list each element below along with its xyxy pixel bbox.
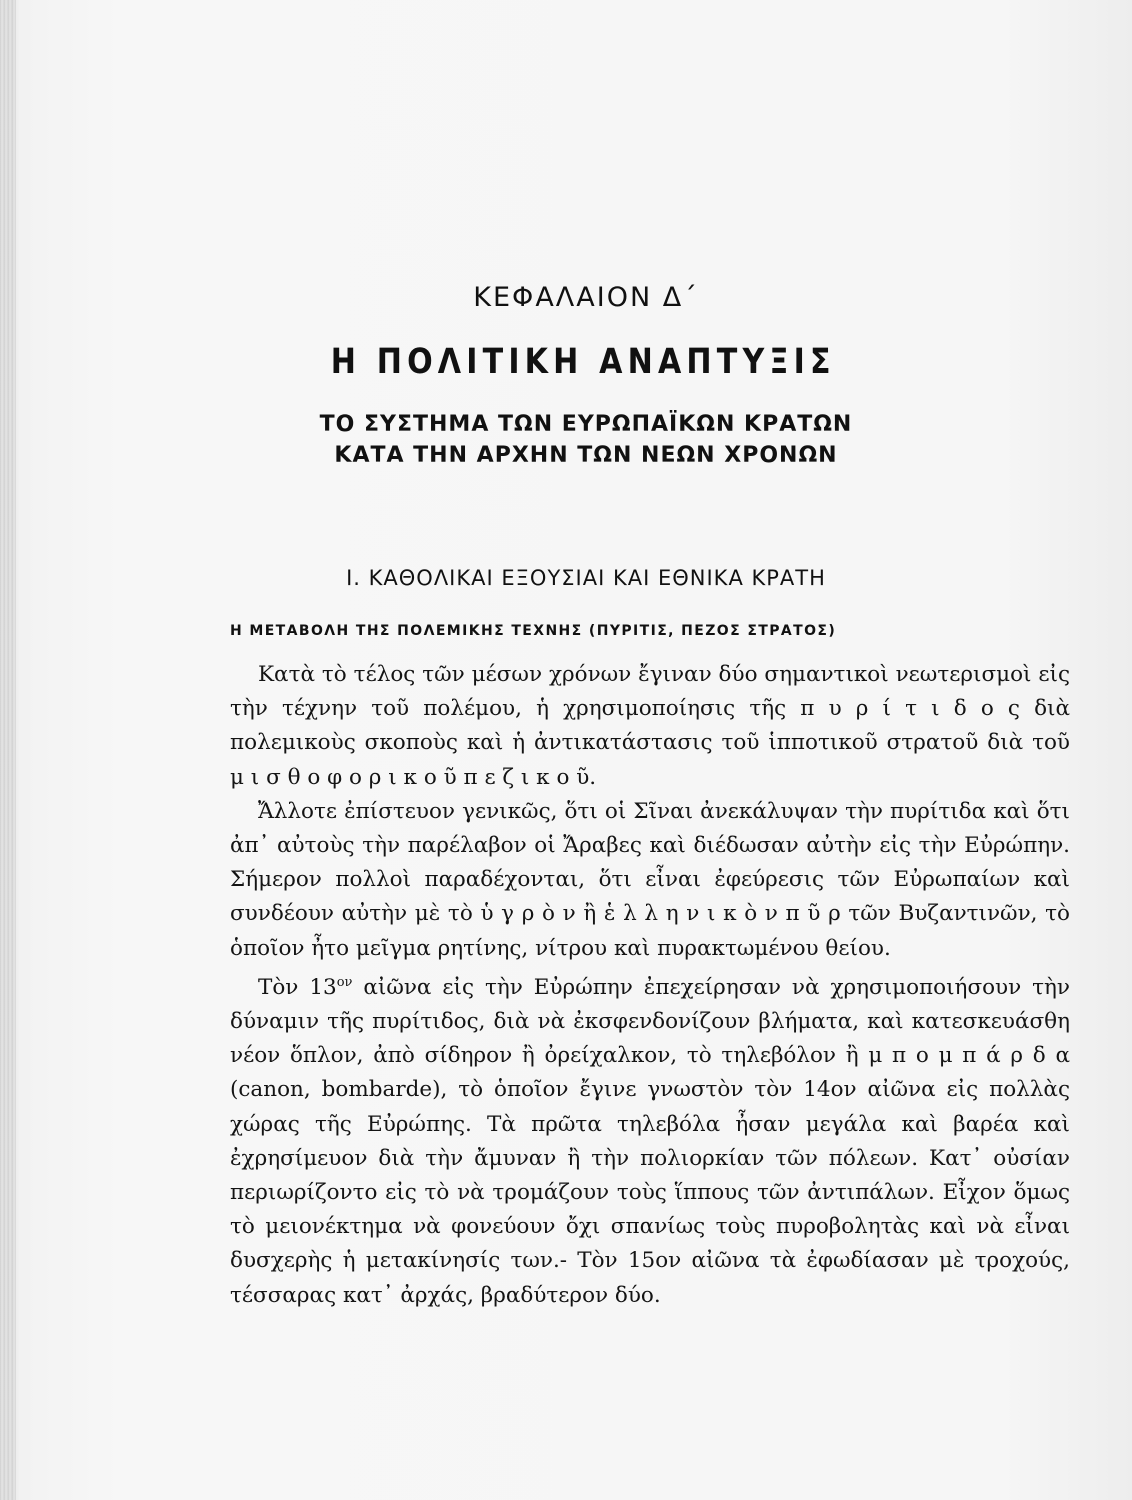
chapter-subtitle-line-2: ΚΑΤΑ ΤΗΝ ΑΡΧΗΝ ΤΩΝ ΝΕΩΝ ΧΡΟΝΩΝ <box>334 443 838 468</box>
paragraph-2: Ἄλλοτε ἐπίστευον γενικῶς, ὅτι οἱ Σῖναι ἀνεκάλυψαν τὴν πυρίτιδα καὶ ὅτι ἀπ᾿ αὐτοὺς τὴν παρέλαβον οἱ Ἄραβες καὶ διέδωσαν αὐτὴν εἰς τὴν Εὐρώπην. Σήμερον πολλοὶ παραδέχονται, ὅτι εἶναι ἐφεύρεσις τῶν Εὐρωπαίων καὶ συνδέουν αὐτὴν μὲ τὸ ὑ γ ρ ὸ ν ἢ ἑ λ λ η ν ι κ ὸ ν π ῦ ρ τῶν Βυζαντινῶν, τὸ ὁποῖον ἦτο μεῖγμα ρητίνης, νίτρου καὶ πυρακτωμένου θείου. <box>230 798 1070 961</box>
body-text <box>230 658 1070 1313</box>
chapter-subtitle-line-1: ΤΟ ΣΥΣΤΗΜΑ ΤΩΝ ΕΥΡΩΠΑΪΚΩΝ ΚΡΑΤΩΝ <box>319 412 853 437</box>
ordinal-superscript: ον <box>336 974 353 990</box>
paragraph-3 <box>230 966 1070 1313</box>
subsection-title: Η ΜΕΤΑΒΟΛΗ ΤΗΣ ΠΟΛΕΜΙΚΗΣ ΤΕΧΝΗΣ (ΠΥΡΙΤΙΣ, ΠΕΖΟΣ ΣΤΡΑΤΟΣ) <box>230 623 837 639</box>
paragraph-3-rest: αἰῶνα εἰς τὴν Εὐρώπην ἐπεχείρησαν νὰ χρησιμοποιήσουν τὴν δύναμιν τῆς πυρίτιδος, διὰ νὰ ἐκσφενδονίζουν βλήματα, καὶ κατεσκευάσθη νέον ὅπλον, ἀπὸ σίδηρον ἢ ὀρείχαλκον, τὸ τηλεβόλον ἢ μ π ο μ π ά ρ δ α (canon, bombarde), τὸ ὁποῖον ἔγινε γνωστὸν τὸν 14ον αἰῶνα εἰς πολλὰς χώρας τῆς Εὐρώπης. Τὰ πρῶτα τηλεβόλα ἦσαν μεγάλα καὶ βαρέα καὶ ἐχρησίμευον διὰ τὴν ἄμυναν ἢ τὴν πολιορκίαν τῶν πόλεων. Κατ᾿ οὐσίαν περιωρίζοντο εἰς τὸ νὰ τρομάζουν τοὺς ἵππους τῶν ἀντιπάλων. Εἶχον ὅμως τὸ μειονέκτημα νὰ φονεύουν ὄχι σπανίως τοὺς πυροβολητὰς καὶ νὰ εἶναι δυσχερὴς ἡ μετακίνησίς των.- Τὸν 15ον αἰῶνα τὰ ἐφωδίασαν μὲ τροχούς, τέσσαρας κατ᾿ ἀρχάς, βραδύτερον δύο. <box>230 974 1071 1308</box>
page-edge-shadow <box>0 0 16 1500</box>
paragraph-1: Κατὰ τὸ τέλος τῶν μέσων χρόνων ἔγιναν δύο σημαντικοὶ νεωτερισμοὶ εἰς τὴν τέχνην τοῦ πολέμου, ἡ χρησιμοποίησις τῆς π υ ρ ί τ ι δ ο ς διὰ πολεμικοὺς σκοποὺς καὶ ἡ ἀντικατάστασις τοῦ ἱππoτικοῦ στρατοῦ διὰ τοῦ μ ι σ θ ο φ ο ρ ι κ ο ῦ π ε ζ ι κ ο ῦ. <box>230 662 1070 790</box>
paragraph-3-start: Τὸν 13 <box>258 974 337 1000</box>
chapter-label: ΚΕΦΑΛΑΙΟΝ Δ΄ <box>473 282 699 313</box>
chapter-title: Η ΠΟΛΙΤΙΚΗ ΑΝΑΠΤΥΞΙΣ <box>330 342 836 382</box>
section-title: Ι. ΚΑΘΟΛΙΚΑΙ ΕΞΟΥΣΙΑΙ ΚΑΙ ΕΘΝΙΚΑ ΚΡΑΤΗ <box>346 566 826 590</box>
